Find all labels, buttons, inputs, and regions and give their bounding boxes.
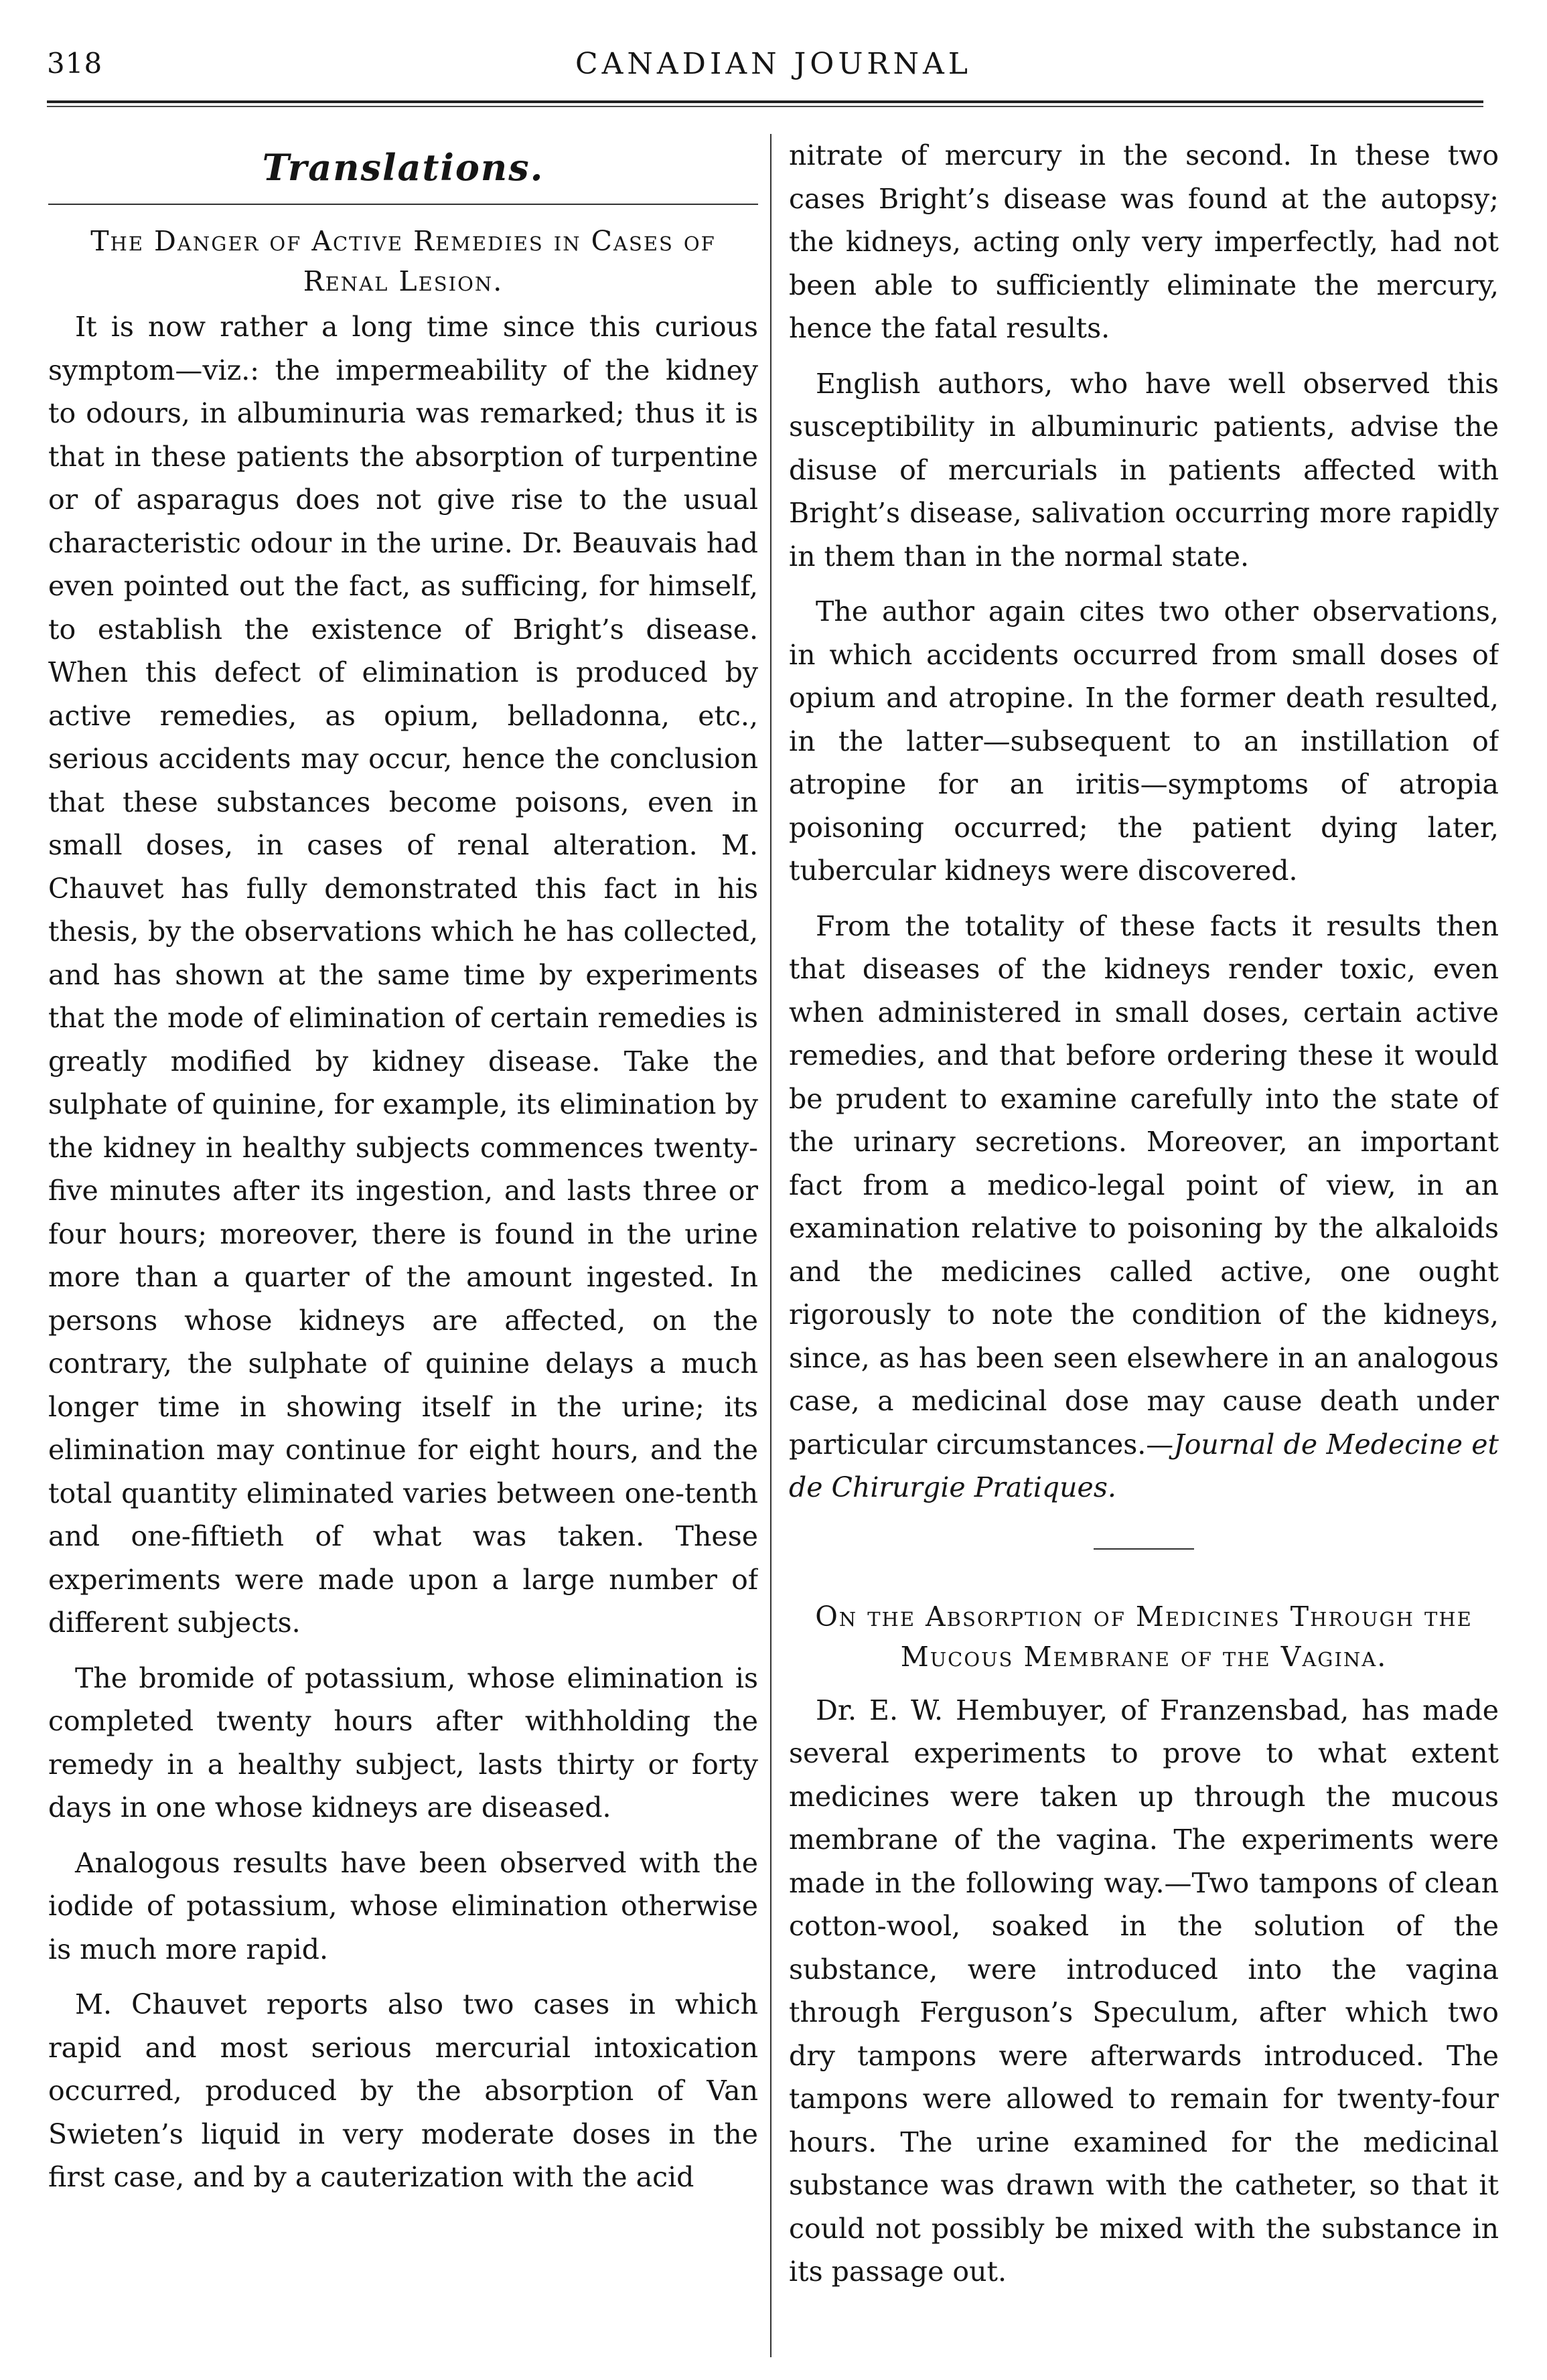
paragraph: The bromide of potassium, whose elimination is completed twenty hours after withholding the remedy in a healthy subject, lasts thirty or forty days in one whose kidneys are diseased. — [48, 1661, 758, 1824]
paragraph: The author again cites two other observations, in which accidents occurred from small doses of opium and atropine. In the former death resulted, in the latter—subsequent to an instillation of atropine for an iritis—symptoms of atropia poisoning occurred; the patient dying later, tubercular kidneys were discovered. — [789, 595, 1499, 887]
paragraph: M. Chauvet reports also two cases in which rapid and most serious mercurial intoxication occurred, produced by the absorption of Van Swieten’s liquid in very moderate doses in the first case, and by a cauterization with the acid — [48, 1988, 758, 2193]
section-title: Translations. — [262, 146, 544, 189]
paragraph: Analogous results have been observed with the iodide of potassium, whose elimination otherwise is much more rapid. — [48, 1846, 758, 1965]
paragraph: nitrate of mercury in the second. In these two cases Bright’s disease was found at the autopsy; the kidneys, acting only very imperfectly, had not been able to sufficiently eliminate the mercury, hence the fatal results. — [789, 139, 1499, 344]
left-column — [48, 134, 758, 2364]
right-column — [789, 134, 1499, 2364]
paragraph — [789, 905, 1499, 1509]
header-rule — [47, 100, 1483, 107]
citation: Journal de Medecine et de Chirurgie Pratiques. — [789, 1428, 1499, 1503]
paragraph: It is now rather a long time since this curious symptom—viz.: the impermeability of the kidney to odours, in albuminuria was remarked; thus it is that in these patients the absorption of turpentine or of asparagus does not give rise to the usual characteristic odour in the urine. Dr. Beauvais had even pointed out the fact, as sufficing, for himself, to establish the existence of Bright’s disease. When this defect of elimination is produced by active remedies, as opium, belladonna, etc., serious accidents may occur, hence the conclusion that these substances become poisons, even in small doses, in cases of renal alteration. M. Chauvet has fully demonstrated this fact in his thesis, by the observations which he has collected, and has shown at the same time by experiments that the mode of elimination of certain remedies is greatly modified by kidney disease. Take the sulphate of quinine, for example, its elimination by the kidney in healthy subjects commences twenty-five minutes after its ingestion, and lasts three or four hours; moreover, there is found in the urine more than a quarter of the amount ingested. In persons whose kidneys are affected, on the contrary, the sulphate of quinine delays a much longer time in showing itself in the urine; its elimination may continue for eight hours, and the total quantity eliminated varies between one-tenth and one-fiftieth of what was taken. These experiments were made upon a large number of different subjects. — [48, 311, 758, 1639]
article-title: The Danger of Active Remedies in Cases of Renal Lesion. — [90, 225, 716, 297]
page-number: 318 — [47, 47, 103, 80]
article-separator — [1094, 1548, 1194, 1550]
column-divider — [770, 134, 771, 2357]
paragraph: Dr. E. W. Hembuyer, of Franzensbad, has made several experiments to prove to what extent medicines were taken up through the mucous membrane of the vagina. The experiments were made in the following way.—Two tampons of clean cotton-wool, soaked in the solution of the substance, were introduced into the vagina through Ferguson’s Speculum, after which two dry tampons were afterwards introduced. The tampons were allowed to remain for twenty-four hours. The urine examined for the medicinal substance was drawn with the catheter, so that it could not possibly be mixed with the substance in its passage out. — [789, 1694, 1499, 2288]
article-title: On the Absorption of Medicines Through the Mucous Membrane of the Vagina. — [815, 1600, 1473, 1673]
paragraph: English authors, who have well observed this susceptibility in albuminuric patients, advise the disuse of mercurials in patients affected with Bright’s disease, salivation occurring more rapidly in them than in the normal state. — [789, 367, 1499, 573]
section-rule — [48, 204, 758, 205]
paragraph-text: From the totality of these facts it results then that diseases of the kidneys render toxic, even when administered in small doses, certain active remedies, and that before ordering these it would be prudent to examine carefully into the state of the urinary secretions. Moreover, an important fact from a medico-legal point of view, in an examination relative to poisoning by the alkaloids and the medicines called active, one ought rigorously to note the condition of the kidneys, since, as has been seen elsewhere in an analogous case, a medicinal dose may cause death under particular circumstances.— — [789, 909, 1499, 1461]
running-title: CANADIAN JOURNAL — [575, 47, 972, 81]
